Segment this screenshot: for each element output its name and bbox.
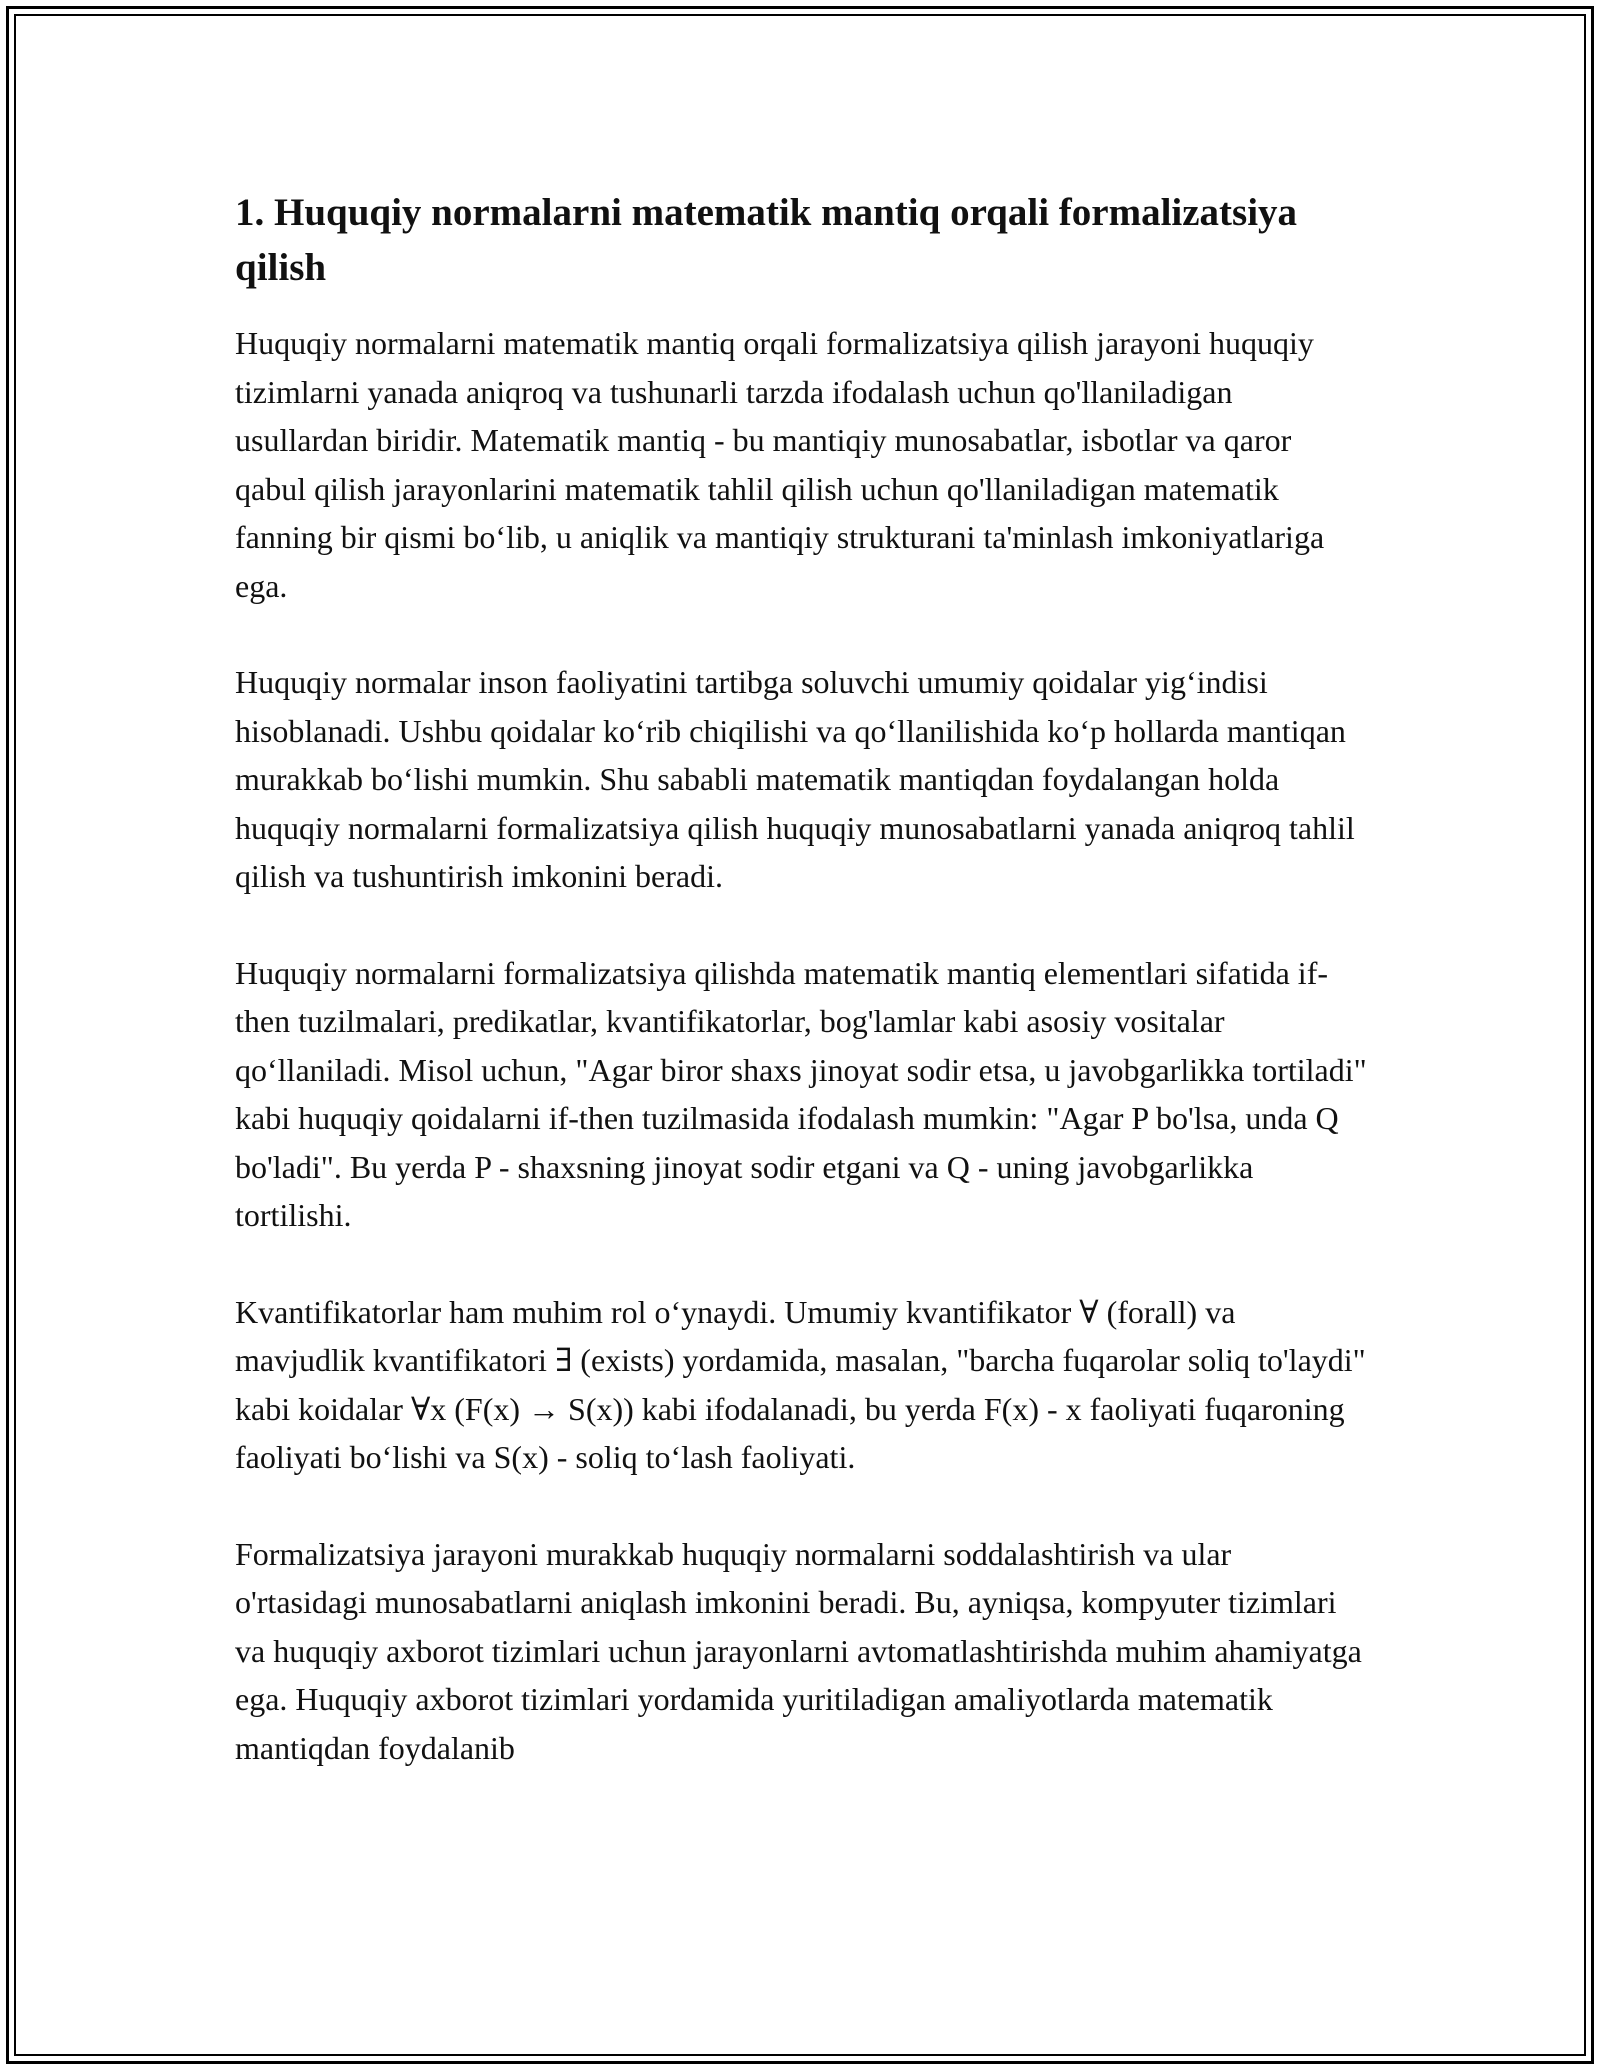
paragraph-legal-norms: Huquqiy normalar inson faoliyatini tartibga soluvchi umumiy qoidalar yig‘indisi hisoblanadi. Ushbu qoidalar ko‘rib chiqilishi va qo‘llanilishida ko‘p hollarda mantiqan murakkab bo‘lishi mumkin. Shu sababli matematik mantiqdan foydalangan holda huquqiy normalarni formalizatsiya qilish huquqiy munosabatlarni yanada aniqroq tahlil qilish va tushuntirish imkonini beradi. xyxy=(235,664,1355,894)
document-body xyxy=(235,185,1370,1820)
paragraph-quantifiers: Kvantifikatorlar ham muhim rol o‘ynaydi. Umumiy kvantifikator ∀ (forall) va mavjudlik kvantifikatori ∃ (exists) yordamida, masalan, "barcha fuqarolar soliq to'laydi" kabi koidalar ∀x (F(x) → S(x)) kabi ifodalanadi, bu yerda F(x) - x faoliyati fuqaroning faoliyati bo‘lishi va S(x) - soliq to‘lash faoliyati. xyxy=(235,1293,1366,1475)
paragraph-intro: Huquqiy normalarni matematik mantiq orqali formalizatsiya qilish jarayoni huquqiy tizimlarni yanada aniqroq va tushunarli tarzda ifodalash uchun qo'llaniladigan usullardan biridir. Matematik mantiq - bu mantiqiy munosabatlar, isbotlar va qaror qabul qilish jarayonlarini matematik tahlil qilish uchun qo'llaniladigan matematik fanning bir qismi bo‘lib, u aniqlik va mantiqiy strukturani ta'minlash imkoniyatlariga ega. xyxy=(235,325,1325,604)
paragraph-formalization-process: Formalizatsiya jarayoni murakkab huquqiy normalarni soddalashtirish va ular o'rtasidagi munosabatlarni aniqlash imkonini beradi. Bu, ayniqsa, kompyuter tizimlari va huquqiy axborot tizimlari uchun jarayonlarni avtomatlashtirishda muhim ahamiyatga ega. Huquqiy axborot tizimlari yordamida yuritiladigan amaliyotlarda matematik mantiqdan foydalanib xyxy=(235,1535,1362,1766)
paragraph-if-then: Huquqiy normalarni formalizatsiya qilishda matematik mantiq elementlari sifatida if-then tuzilmalari, predikatlar, kvantifikatorlar, bog'lamlar kabi asosiy vositalar qo‘llaniladi. Misol uchun, "Agar biror shaxs jinoyat sodir etsa, u javobgarlikka tortiladi" kabi huquqiy qoidalarni if-then tuzilmasida ifodalash mumkin: "Agar P bo'lsa, unda Q bo'ladi". Bu yerda P - shaxsning jinoyat sodir etgani va Q - uning javobgarlikka tortilishi. xyxy=(235,954,1367,1233)
section-heading: 1. Huquqiy normalarni matematik mantiq orqali formalizatsiya qilish xyxy=(235,191,1298,289)
